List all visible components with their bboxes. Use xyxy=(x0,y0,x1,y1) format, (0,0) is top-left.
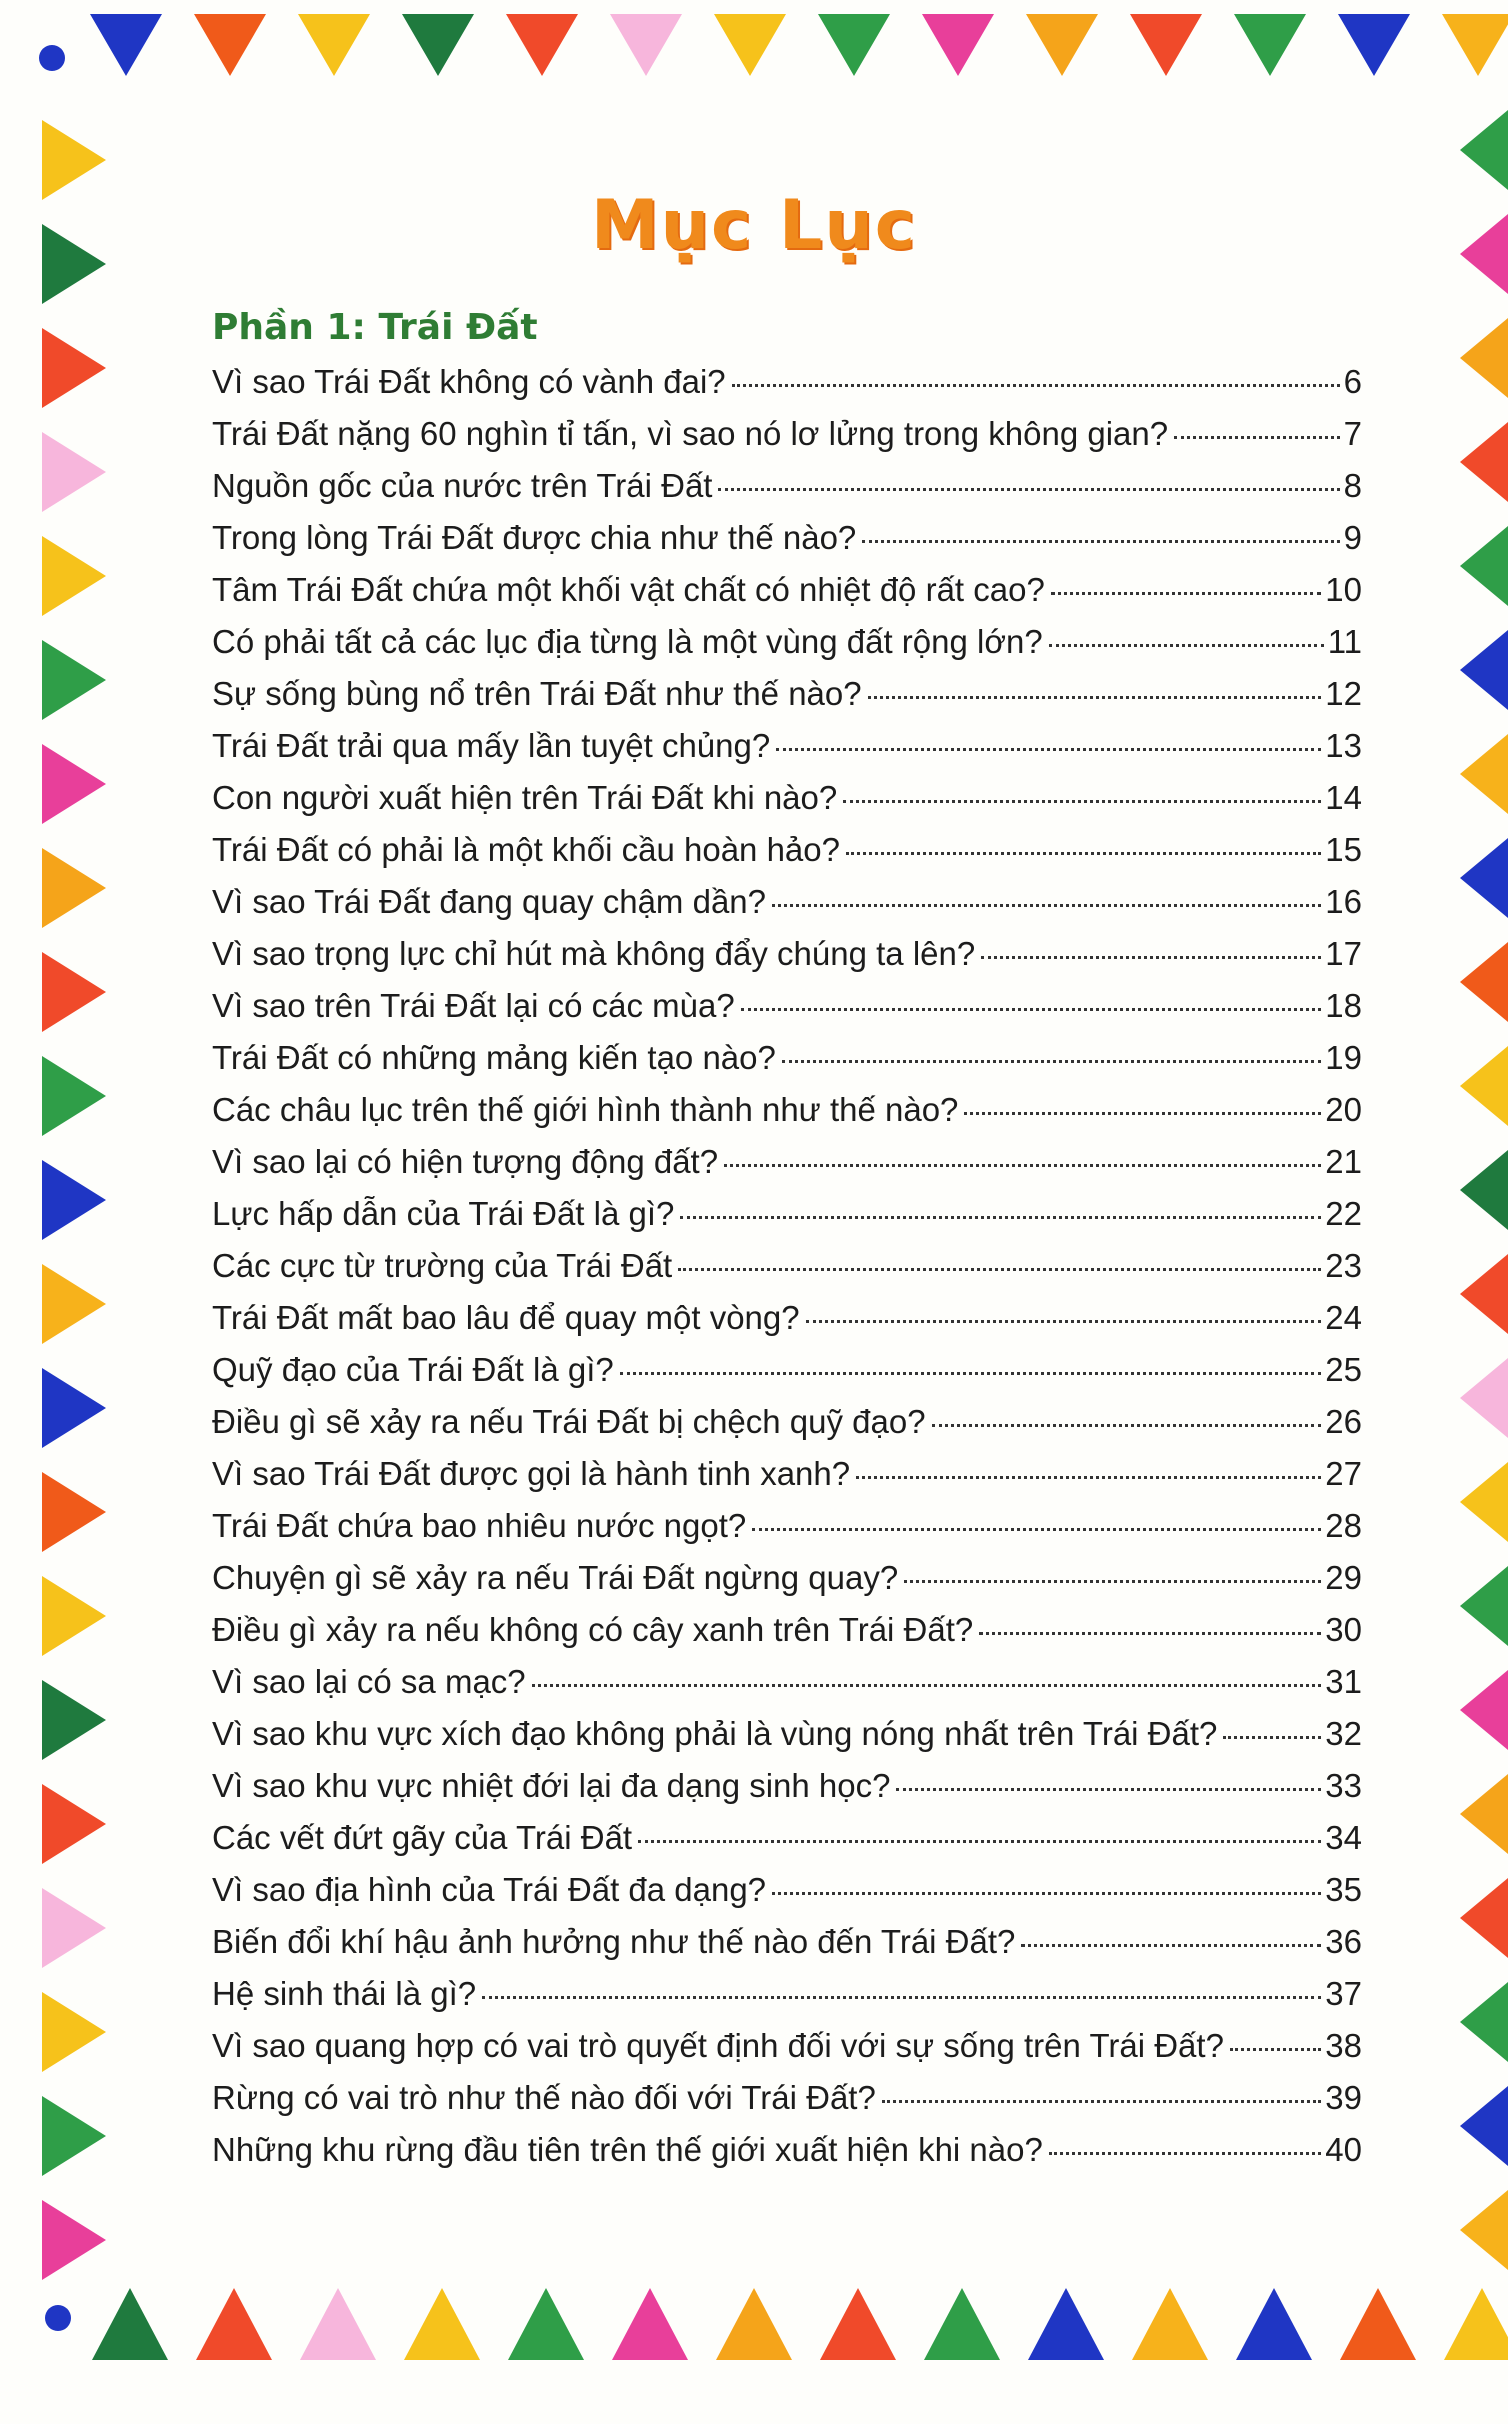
border-triangle-right xyxy=(1460,1150,1508,1230)
dot-leader xyxy=(776,747,1321,751)
dot-leader xyxy=(1051,591,1321,595)
toc-entry-title: Biến đổi khí hậu ảnh hưởng như thế nào đến Trái Đất? xyxy=(212,1923,1016,1960)
toc-entry-page-number: 19 xyxy=(1325,1039,1362,1076)
toc-entry[interactable] xyxy=(212,1656,1362,1708)
toc-entry[interactable] xyxy=(212,1292,1362,1344)
toc-entry[interactable] xyxy=(212,1188,1362,1240)
corner-dot xyxy=(39,45,65,71)
border-triangle-left xyxy=(42,1472,106,1552)
border-triangle-bottom xyxy=(1236,2288,1312,2360)
toc-entry[interactable] xyxy=(212,1708,1362,1760)
toc-entry-title: Nguồn gốc của nước trên Trái Đất xyxy=(212,467,713,504)
dot-leader xyxy=(772,903,1321,907)
border-triangle-top xyxy=(1026,14,1098,76)
border-triangle-bottom xyxy=(820,2288,896,2360)
toc-entry[interactable] xyxy=(212,928,1362,980)
border-triangle-right xyxy=(1460,2190,1508,2270)
border-triangle-right xyxy=(1460,1358,1508,1438)
toc-entry[interactable] xyxy=(212,1240,1362,1292)
dot-leader xyxy=(862,539,1339,543)
toc-entry-page-number: 21 xyxy=(1325,1143,1362,1180)
border-triangle-right xyxy=(1460,1046,1508,1126)
dot-leader xyxy=(981,955,1321,959)
toc-entry[interactable] xyxy=(212,876,1362,928)
toc-entry-title: Các châu lục trên thế giới hình thành như thế nào? xyxy=(212,1091,959,1128)
section-heading: Phần 1: Trái Đất xyxy=(212,307,538,348)
toc-entry-title: Các cực từ trường của Trái Đất xyxy=(212,1247,673,1284)
border-triangle-right xyxy=(1460,1982,1508,2062)
toc-entry[interactable] xyxy=(212,824,1362,876)
border-triangle-right xyxy=(1460,526,1508,606)
border-triangle-left xyxy=(42,1056,106,1136)
toc-entry-page-number: 16 xyxy=(1325,883,1362,920)
toc-list xyxy=(212,356,1362,2176)
border-triangle-bottom xyxy=(196,2288,272,2360)
toc-entry-page-number: 26 xyxy=(1325,1403,1362,1440)
border-triangle-left xyxy=(42,432,106,512)
toc-entry-title: Vì sao trọng lực chỉ hút mà không đẩy chúng ta lên? xyxy=(212,935,976,972)
toc-entry-title: Rừng có vai trò như thế nào đối với Trái Đất? xyxy=(212,2079,876,2116)
dot-leader xyxy=(868,695,1322,699)
toc-entry-title: Trái Đất trải qua mấy lần tuyệt chủng? xyxy=(212,727,771,764)
border-triangle-left xyxy=(42,1264,106,1344)
toc-entry-page-number: 10 xyxy=(1325,571,1362,608)
border-triangle-right xyxy=(1460,838,1508,918)
toc-entry-title: Các vết đứt gãy của Trái Đất xyxy=(212,1819,633,1856)
toc-entry-page-number: 17 xyxy=(1325,935,1362,972)
toc-entry-page-number: 35 xyxy=(1325,1871,1362,1908)
toc-entry-page-number: 34 xyxy=(1325,1819,1362,1856)
border-triangle-right xyxy=(1460,1878,1508,1958)
toc-entry-page-number: 13 xyxy=(1325,727,1362,764)
toc-entry-title: Những khu rừng đầu tiên trên thế giới xuất hiện khi nào? xyxy=(212,2131,1043,2168)
toc-entry-page-number: 15 xyxy=(1325,831,1362,868)
toc-entry[interactable] xyxy=(212,564,1362,616)
border-triangle-left xyxy=(42,848,106,928)
border-triangle-top xyxy=(1338,14,1410,76)
border-triangle-top xyxy=(506,14,578,76)
border-triangle-left xyxy=(42,1576,106,1656)
toc-entry[interactable] xyxy=(212,1136,1362,1188)
border-triangle-right xyxy=(1460,110,1508,190)
toc-entry-title: Con người xuất hiện trên Trái Đất khi nào? xyxy=(212,779,838,816)
toc-entry[interactable] xyxy=(212,356,1362,408)
toc-entry[interactable] xyxy=(212,2124,1362,2176)
toc-entry[interactable] xyxy=(212,1344,1362,1396)
dot-leader xyxy=(979,1631,1321,1635)
toc-entry-title: Trái Đất mất bao lâu để quay một vòng? xyxy=(212,1299,800,1336)
toc-entry[interactable] xyxy=(212,980,1362,1032)
dot-leader xyxy=(904,1579,1321,1583)
border-triangle-bottom xyxy=(1444,2288,1508,2360)
border-triangle-top xyxy=(922,14,994,76)
toc-entry[interactable] xyxy=(212,2072,1362,2124)
toc-entry[interactable] xyxy=(212,1864,1362,1916)
dot-leader xyxy=(964,1111,1321,1115)
border-triangle-left xyxy=(42,1888,106,1968)
border-triangle-bottom xyxy=(508,2288,584,2360)
toc-entry[interactable] xyxy=(212,1396,1362,1448)
toc-entry[interactable] xyxy=(212,616,1362,668)
dot-leader xyxy=(752,1527,1321,1531)
dot-leader xyxy=(843,799,1321,803)
dot-leader xyxy=(1230,2047,1321,2051)
dot-leader xyxy=(856,1475,1321,1479)
border-triangle-top xyxy=(402,14,474,76)
border-triangle-right xyxy=(1460,318,1508,398)
toc-entry-title: Vì sao lại có sa mạc? xyxy=(212,1663,526,1700)
border-triangle-bottom xyxy=(300,2288,376,2360)
border-triangle-left xyxy=(42,640,106,720)
dot-leader xyxy=(896,1787,1321,1791)
toc-entry[interactable] xyxy=(212,1032,1362,1084)
toc-entry[interactable] xyxy=(212,2020,1362,2072)
toc-entry-title: Vì sao lại có hiện tượng động đất? xyxy=(212,1143,719,1180)
dot-leader xyxy=(782,1059,1321,1063)
toc-entry-title: Vì sao khu vực nhiệt đới lại đa dạng sinh học? xyxy=(212,1767,891,1804)
toc-entry-page-number: 36 xyxy=(1325,1923,1362,1960)
toc-entry-page-number: 25 xyxy=(1325,1351,1362,1388)
border-triangle-left xyxy=(42,328,106,408)
dot-leader xyxy=(1021,1943,1321,1947)
dot-leader xyxy=(680,1215,1321,1219)
dot-leader xyxy=(741,1007,1322,1011)
toc-entry-page-number: 6 xyxy=(1343,363,1362,400)
toc-entry[interactable] xyxy=(212,720,1362,772)
table-of-contents xyxy=(212,300,1362,2176)
border-triangle-bottom xyxy=(1340,2288,1416,2360)
page-title: Mục Lục xyxy=(590,185,918,265)
toc-entry-page-number: 20 xyxy=(1325,1091,1362,1128)
toc-entry-page-number: 11 xyxy=(1327,623,1362,660)
border-triangle-top xyxy=(1442,14,1508,76)
border-triangle-right xyxy=(1460,734,1508,814)
border-triangle-left xyxy=(42,744,106,824)
toc-entry-title: Điều gì xảy ra nếu không có cây xanh trên Trái Đất? xyxy=(212,1611,974,1648)
border-triangle-top xyxy=(194,14,266,76)
border-triangle-bottom xyxy=(924,2288,1000,2360)
toc-entry-title: Quỹ đạo của Trái Đất là gì? xyxy=(212,1351,614,1388)
border-triangle-left xyxy=(42,952,106,1032)
dot-leader xyxy=(678,1267,1321,1271)
dot-leader xyxy=(772,1891,1321,1895)
toc-entry-title: Chuyện gì sẽ xảy ra nếu Trái Đất ngừng quay? xyxy=(212,1559,899,1596)
border-triangle-top xyxy=(714,14,786,76)
border-triangle-right xyxy=(1460,422,1508,502)
toc-entry[interactable] xyxy=(212,1812,1362,1864)
toc-entry-page-number: 23 xyxy=(1325,1247,1362,1284)
border-triangle-right xyxy=(1460,1670,1508,1750)
border-triangle-left xyxy=(42,2200,106,2280)
dot-leader xyxy=(1049,643,1324,647)
toc-entry-title: Vì sao quang hợp có vai trò quyết định đối với sự sống trên Trái Đất? xyxy=(212,2027,1224,2064)
border-triangle-bottom xyxy=(716,2288,792,2360)
dot-leader xyxy=(1049,2151,1321,2155)
toc-entry[interactable] xyxy=(212,512,1362,564)
border-triangle-bottom xyxy=(404,2288,480,2360)
border-triangle-top xyxy=(1130,14,1202,76)
toc-entry-title: Trái Đất chứa bao nhiêu nước ngọt? xyxy=(212,1507,747,1544)
border-triangle-top xyxy=(298,14,370,76)
toc-entry-title: Vì sao Trái Đất đang quay chậm dần? xyxy=(212,883,767,920)
toc-entry-page-number: 9 xyxy=(1343,519,1362,556)
toc-entry-page-number: 24 xyxy=(1325,1299,1362,1336)
toc-entry[interactable] xyxy=(212,1448,1362,1500)
toc-entry-title: Vì sao địa hình của Trái Đất đa dạng? xyxy=(212,1871,767,1908)
toc-entry-title: Vì sao Trái Đất được gọi là hành tinh xanh? xyxy=(212,1455,851,1492)
dot-leader xyxy=(1174,435,1340,439)
toc-entry-page-number: 22 xyxy=(1325,1195,1362,1232)
border-triangle-bottom xyxy=(1028,2288,1104,2360)
toc-entry-page-number: 8 xyxy=(1343,467,1362,504)
border-triangle-top xyxy=(610,14,682,76)
border-triangle-right xyxy=(1460,630,1508,710)
toc-entry-page-number: 7 xyxy=(1343,415,1362,452)
border-triangle-right xyxy=(1460,1462,1508,1542)
toc-entry-title: Trái Đất nặng 60 nghìn tỉ tấn, vì sao nó lơ lửng trong không gian? xyxy=(212,415,1169,452)
border-triangle-right xyxy=(1460,1254,1508,1334)
dot-leader xyxy=(724,1163,1321,1167)
toc-entry-title: Sự sống bùng nổ trên Trái Đất như thế nào? xyxy=(212,675,862,712)
dot-leader xyxy=(846,851,1321,855)
toc-entry-page-number: 27 xyxy=(1325,1455,1362,1492)
dot-leader xyxy=(806,1319,1322,1323)
dot-leader xyxy=(932,1423,1322,1427)
border-triangle-top xyxy=(90,14,162,76)
toc-entry-page-number: 38 xyxy=(1325,2027,1362,2064)
toc-entry-page-number: 14 xyxy=(1325,779,1362,816)
toc-entry-title: Vì sao Trái Đất không có vành đai? xyxy=(212,363,726,400)
corner-dot xyxy=(45,2305,71,2331)
border-triangle-right xyxy=(1460,942,1508,1022)
border-triangle-right xyxy=(1460,2086,1508,2166)
toc-entry[interactable] xyxy=(212,460,1362,512)
toc-entry-page-number: 39 xyxy=(1325,2079,1362,2116)
toc-entry-page-number: 31 xyxy=(1325,1663,1362,1700)
border-triangle-bottom xyxy=(92,2288,168,2360)
border-triangle-left xyxy=(42,2096,106,2176)
toc-entry-title: Trái Đất có những mảng kiến tạo nào? xyxy=(212,1039,776,1076)
toc-entry-page-number: 12 xyxy=(1325,675,1362,712)
border-triangle-bottom xyxy=(1132,2288,1208,2360)
toc-entry-title: Trái Đất có phải là một khối cầu hoàn hảo? xyxy=(212,831,840,868)
dot-leader xyxy=(638,1839,1321,1843)
border-triangle-left xyxy=(42,1160,106,1240)
border-triangle-top xyxy=(818,14,890,76)
border-triangle-left xyxy=(42,1992,106,2072)
dot-leader xyxy=(482,1995,1321,1999)
toc-entry[interactable] xyxy=(212,1916,1362,1968)
border-triangle-left xyxy=(42,536,106,616)
dot-leader xyxy=(532,1683,1322,1687)
toc-entry[interactable] xyxy=(212,668,1362,720)
toc-entry-page-number: 30 xyxy=(1325,1611,1362,1648)
toc-entry-title: Lực hấp dẫn của Trái Đất là gì? xyxy=(212,1195,675,1232)
toc-entry-title: Điều gì sẽ xảy ra nếu Trái Đất bị chệch quỹ đạo? xyxy=(212,1403,926,1440)
border-triangle-left xyxy=(42,1368,106,1448)
dot-leader xyxy=(882,2099,1321,2103)
toc-entry-title: Vì sao khu vực xích đạo không phải là vùng nóng nhất trên Trái Đất? xyxy=(212,1715,1218,1752)
toc-entry-page-number: 40 xyxy=(1325,2131,1362,2168)
toc-entry-page-number: 33 xyxy=(1325,1767,1362,1804)
toc-entry[interactable] xyxy=(212,1760,1362,1812)
toc-entry[interactable] xyxy=(212,1500,1362,1552)
border-triangle-right xyxy=(1460,1774,1508,1854)
toc-entry-page-number: 32 xyxy=(1325,1715,1362,1752)
toc-entry[interactable] xyxy=(212,1552,1362,1604)
border-triangle-left xyxy=(42,1680,106,1760)
toc-entry-title: Hệ sinh thái là gì? xyxy=(212,1975,477,2012)
toc-entry-page-number: 18 xyxy=(1325,987,1362,1024)
border-triangle-top xyxy=(1234,14,1306,76)
toc-entry[interactable] xyxy=(212,1084,1362,1136)
toc-entry-title: Vì sao trên Trái Đất lại có các mùa? xyxy=(212,987,735,1024)
toc-entry[interactable] xyxy=(212,1604,1362,1656)
dot-leader xyxy=(620,1371,1322,1375)
toc-entry-title: Có phải tất cả các lục địa từng là một vùng đất rộng lớn? xyxy=(212,623,1043,660)
toc-entry[interactable] xyxy=(212,1968,1362,2020)
border-triangle-right xyxy=(1460,1566,1508,1646)
border-triangle-bottom xyxy=(612,2288,688,2360)
dot-leader xyxy=(732,383,1340,387)
toc-entry-page-number: 37 xyxy=(1325,1975,1362,2012)
dot-leader xyxy=(718,487,1339,491)
toc-entry-title: Tâm Trái Đất chứa một khối vật chất có nhiệt độ rất cao? xyxy=(212,571,1045,608)
dot-leader xyxy=(1223,1735,1321,1739)
toc-entry[interactable] xyxy=(212,408,1362,460)
toc-entry-page-number: 29 xyxy=(1325,1559,1362,1596)
border-triangle-left xyxy=(42,1784,106,1864)
toc-entry-title: Trong lòng Trái Đất được chia như thế nào? xyxy=(212,519,857,556)
toc-entry-page-number: 28 xyxy=(1325,1507,1362,1544)
toc-entry[interactable] xyxy=(212,772,1362,824)
